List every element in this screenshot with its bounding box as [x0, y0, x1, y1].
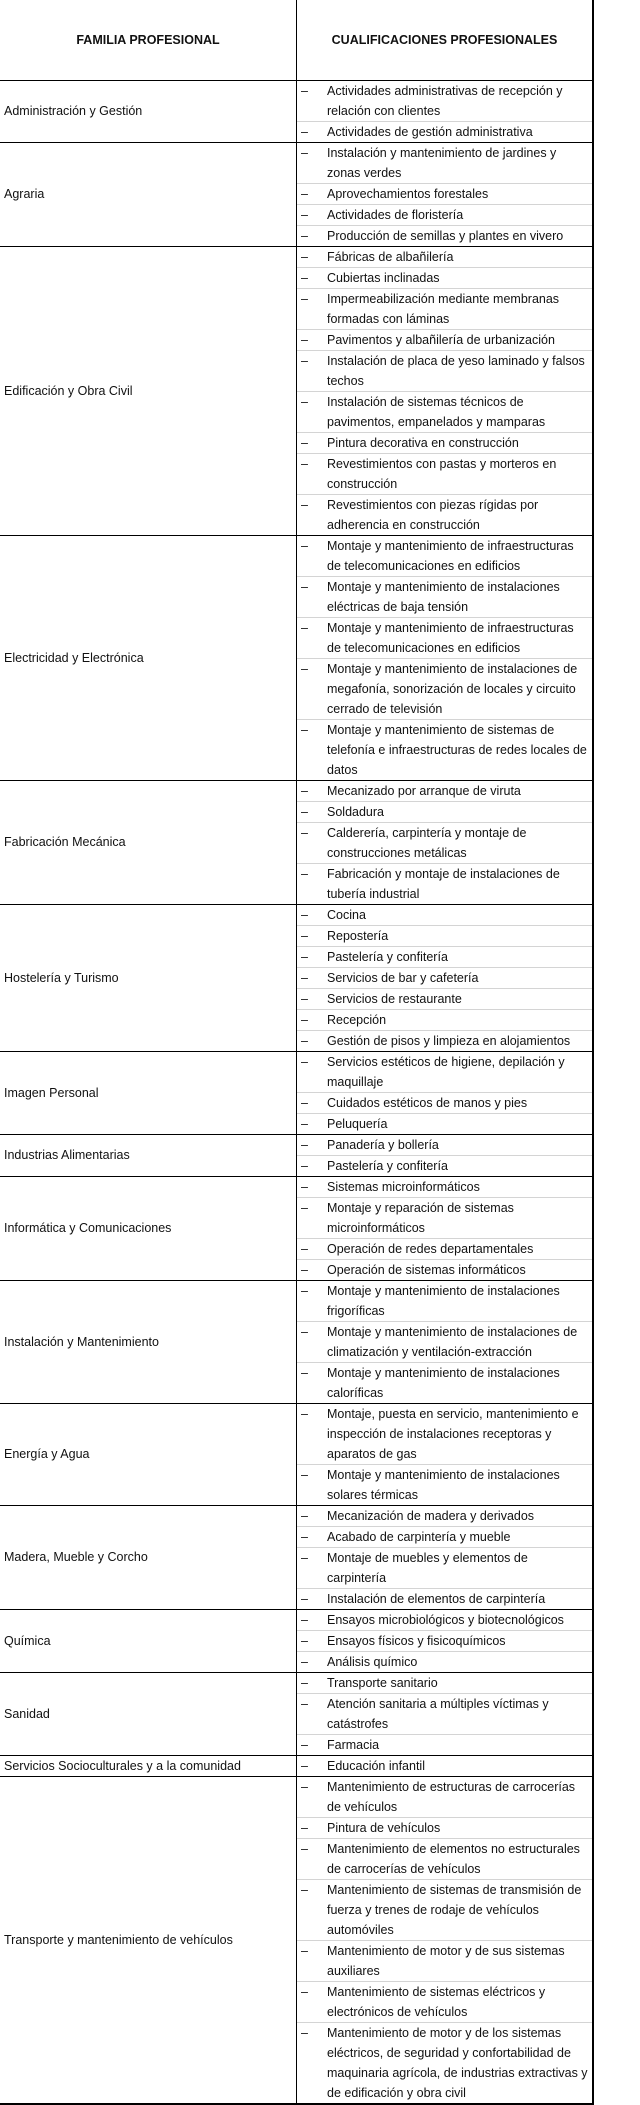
qualification-text: Actividades administrativas de recepción y relación con clientes — [327, 84, 563, 118]
dash-marker: – — [301, 539, 308, 553]
list-item — [297, 968, 592, 989]
cualificaciones-cell — [297, 143, 594, 247]
dash-marker: – — [301, 146, 308, 160]
table-header-row — [0, 0, 593, 81]
qualification-text: Montaje y mantenimiento de instalaciones frigoríficas — [327, 1284, 560, 1318]
dash-marker: – — [301, 187, 308, 201]
familia-cell: Agraria — [0, 143, 297, 247]
qualification-text: Revestimientos con piezas rígidas por adherencia en construcción — [327, 498, 539, 532]
dash-marker: – — [301, 1325, 308, 1339]
familia-cell: Instalación y Mantenimiento — [0, 1281, 297, 1404]
qualification-text: Montaje y mantenimiento de infraestructuras de telecomunicaciones en edificios — [327, 621, 574, 655]
list-item — [297, 1694, 592, 1735]
list-item — [297, 577, 592, 618]
qualification-text: Operación de sistemas informáticos — [327, 1263, 526, 1277]
list-item — [297, 392, 592, 433]
dash-marker: – — [301, 1551, 308, 1565]
table-row — [0, 1610, 593, 1673]
list-item — [297, 1239, 592, 1260]
cualificaciones-cell — [297, 247, 594, 536]
qualification-text: Operación de redes departamentales — [327, 1242, 534, 1256]
list-item — [297, 1527, 592, 1548]
cualificaciones-cell — [297, 781, 594, 905]
list-item — [297, 1114, 592, 1134]
table-row — [0, 1756, 593, 1777]
list-item — [297, 659, 592, 720]
qualification-text: Cubiertas inclinadas — [327, 271, 440, 285]
dash-marker: – — [301, 1738, 308, 1752]
familia-cell: Fabricación Mecánica — [0, 781, 297, 905]
list-item — [297, 2023, 592, 2103]
cualificaciones-cell — [297, 1052, 594, 1135]
list-item — [297, 433, 592, 454]
familia-cell: Informática y Comunicaciones — [0, 1177, 297, 1281]
list-item — [297, 1156, 592, 1176]
familia-cell: Energía y Agua — [0, 1404, 297, 1506]
qualification-text: Cocina — [327, 908, 366, 922]
list-item — [297, 823, 592, 864]
cualificaciones-cell — [297, 1281, 594, 1404]
table-row — [0, 905, 593, 1052]
list-item — [297, 268, 592, 289]
qualification-text: Pastelería y confitería — [327, 1159, 448, 1173]
list-item — [297, 802, 592, 823]
qualification-text: Análisis químico — [327, 1655, 418, 1669]
qualification-text: Montaje, puesta en servicio, mantenimiento e inspección de instalaciones receptoras y aparatos de gas — [327, 1407, 579, 1461]
dash-marker: – — [301, 1468, 308, 1482]
dash-marker: – — [301, 436, 308, 450]
cualificaciones-cell — [297, 1777, 594, 2105]
dash-marker: – — [301, 908, 308, 922]
dash-marker: – — [301, 580, 308, 594]
cualificaciones-cell — [297, 1610, 594, 1673]
qualification-text: Montaje y mantenimiento de instalaciones caloríficas — [327, 1366, 560, 1400]
list-item — [297, 781, 592, 802]
cualificaciones-cell — [297, 1135, 594, 1177]
qualification-text: Pintura decorativa en construcción — [327, 436, 519, 450]
dash-marker: – — [301, 1592, 308, 1606]
list-item — [297, 1465, 592, 1505]
list-item — [297, 1010, 592, 1031]
dash-marker: – — [301, 1242, 308, 1256]
dash-marker: – — [301, 1655, 308, 1669]
qualification-text: Gestión de pisos y limpieza en alojamientos — [327, 1034, 571, 1048]
table-row — [0, 781, 593, 905]
table-row — [0, 1052, 593, 1135]
qualification-text: Soldadura — [327, 805, 384, 819]
dash-marker: – — [301, 1055, 308, 1069]
dash-marker: – — [301, 867, 308, 881]
dash-marker: – — [301, 333, 308, 347]
list-item — [297, 1652, 592, 1672]
table-row — [0, 1777, 593, 2105]
qualification-text: Aprovechamientos forestales — [327, 187, 489, 201]
list-item — [297, 1880, 592, 1941]
qualification-text: Ensayos físicos y fisicoquímicos — [327, 1634, 506, 1648]
dash-marker: – — [301, 662, 308, 676]
dash-marker: – — [301, 1944, 308, 1958]
qualification-text: Cuidados estéticos de manos y pies — [327, 1096, 528, 1110]
dash-marker: – — [301, 1697, 308, 1711]
dash-marker: – — [301, 229, 308, 243]
dash-marker: – — [301, 1842, 308, 1856]
table-row — [0, 81, 593, 143]
dash-marker: – — [301, 1117, 308, 1131]
list-item — [297, 1260, 592, 1280]
familia-cell: Transporte y mantenimiento de vehículos — [0, 1777, 297, 2105]
list-item — [297, 1198, 592, 1239]
qualification-text: Revestimientos con pastas y morteros en construcción — [327, 457, 557, 491]
cualificaciones-cell — [297, 81, 594, 143]
qualification-text: Educación infantil — [327, 1759, 425, 1773]
list-item — [297, 1982, 592, 2023]
dash-marker: – — [301, 929, 308, 943]
dash-marker: – — [301, 1013, 308, 1027]
qualification-text: Montaje y mantenimiento de infraestructuras de telecomunicaciones en edificios — [327, 539, 574, 573]
dash-marker: – — [301, 208, 308, 222]
dash-marker: – — [301, 1180, 308, 1194]
qualification-text: Servicios estéticos de higiene, depilación y maquillaje — [327, 1055, 565, 1089]
qualification-text: Mantenimiento de motor y de sus sistemas auxiliares — [327, 1944, 565, 1978]
qualification-text: Instalación de sistemas técnicos de pavimentos, empanelados y mamparas — [327, 395, 546, 429]
dash-marker: – — [301, 1759, 308, 1773]
cualificaciones-cell — [297, 905, 594, 1052]
cualificaciones-cell — [297, 1673, 594, 1756]
dash-marker: – — [301, 84, 308, 98]
familia-cell: Sanidad — [0, 1673, 297, 1756]
qualification-text: Mantenimiento de motor y de los sistemas eléctricos, de seguridad y confortabilidad de maquinaria agrícola, de industrias extractivas y de edificación y obra civil — [327, 2026, 588, 2100]
qualification-text: Actividades de gestión administrativa — [327, 125, 533, 139]
dash-marker: – — [301, 805, 308, 819]
qualification-text: Servicios de restaurante — [327, 992, 462, 1006]
dash-marker: – — [301, 1201, 308, 1215]
dash-marker: – — [301, 1613, 308, 1627]
list-item — [297, 454, 592, 495]
list-item — [297, 926, 592, 947]
header-cualificaciones: CUALIFICACIONES PROFESIONALES — [297, 0, 594, 81]
table-row — [0, 143, 593, 247]
qualification-text: Repostería — [327, 929, 389, 943]
dash-marker: – — [301, 1780, 308, 1794]
qualification-text: Mantenimiento de sistemas eléctricos y electrónicos de vehículos — [327, 1985, 546, 2019]
dash-marker: – — [301, 1284, 308, 1298]
list-item — [297, 1735, 592, 1755]
dash-marker: – — [301, 1366, 308, 1380]
qualification-text: Servicios de bar y cafetería — [327, 971, 479, 985]
dash-marker: – — [301, 1407, 308, 1421]
qualification-text: Fabricación y montaje de instalaciones de tubería industrial — [327, 867, 560, 901]
list-item — [297, 122, 592, 142]
familia-cell: Madera, Mueble y Corcho — [0, 1506, 297, 1610]
dash-marker: – — [301, 723, 308, 737]
qualification-text: Montaje y mantenimiento de instalaciones de megafonía, sonorización de locales y circuito cerrado de televisión — [327, 662, 578, 716]
dash-marker: – — [301, 271, 308, 285]
qualification-text: Mantenimiento de estructuras de carrocerías de vehículos — [327, 1780, 576, 1814]
qualification-text: Mantenimiento de sistemas de transmisión de fuerza y trenes de rodaje de vehículos automóviles — [327, 1883, 582, 1937]
qualification-text: Acabado de carpintería y mueble — [327, 1530, 511, 1544]
dash-marker: – — [301, 250, 308, 264]
dash-marker: – — [301, 1821, 308, 1835]
dash-marker: – — [301, 950, 308, 964]
list-item — [297, 720, 592, 780]
list-item — [297, 618, 592, 659]
qualification-text: Transporte sanitario — [327, 1676, 438, 1690]
familia-cell: Servicios Socioculturales y a la comunidad — [0, 1756, 297, 1777]
dash-marker: – — [301, 2026, 308, 2040]
list-item — [297, 1135, 592, 1156]
familia-cell: Industrias Alimentarias — [0, 1135, 297, 1177]
familia-cell: Química — [0, 1610, 297, 1673]
qualification-text: Actividades de floristería — [327, 208, 464, 222]
qualification-text: Montaje de muebles y elementos de carpintería — [327, 1551, 528, 1585]
dash-marker: – — [301, 1263, 308, 1277]
cualificaciones-cell — [297, 1756, 594, 1777]
dash-marker: – — [301, 1138, 308, 1152]
dash-marker: – — [301, 1883, 308, 1897]
qualification-text: Pintura de vehículos — [327, 1821, 441, 1835]
list-item — [297, 1281, 592, 1322]
list-item — [297, 864, 592, 904]
list-item — [297, 1839, 592, 1880]
list-item — [297, 989, 592, 1010]
dash-marker: – — [301, 1676, 308, 1690]
list-item — [297, 205, 592, 226]
list-item — [297, 184, 592, 205]
dash-marker: – — [301, 1159, 308, 1173]
dash-marker: – — [301, 826, 308, 840]
qualification-text: Farmacia — [327, 1738, 380, 1752]
qualification-text: Ensayos microbiológicos y biotecnológicos — [327, 1613, 564, 1627]
list-item — [297, 1941, 592, 1982]
dash-marker: – — [301, 457, 308, 471]
dash-marker: – — [301, 395, 308, 409]
table-row — [0, 536, 593, 781]
list-item — [297, 1631, 592, 1652]
familia-cell: Electricidad y Electrónica — [0, 536, 297, 781]
list-item — [297, 330, 592, 351]
dash-marker: – — [301, 1634, 308, 1648]
list-item — [297, 1589, 592, 1609]
list-item — [297, 1777, 592, 1818]
familia-cell: Edificación y Obra Civil — [0, 247, 297, 536]
list-item — [297, 1818, 592, 1839]
list-item — [297, 1610, 592, 1631]
familia-cell: Hostelería y Turismo — [0, 905, 297, 1052]
list-item — [297, 1404, 592, 1465]
qualification-text: Montaje y reparación de sistemas microinformáticos — [327, 1201, 514, 1235]
qualification-text: Calderería, carpintería y montaje de construcciones metálicas — [327, 826, 527, 860]
table-row — [0, 1404, 593, 1506]
cualificaciones-cell — [297, 1404, 594, 1506]
qualification-text: Peluquería — [327, 1117, 388, 1131]
list-item — [297, 1322, 592, 1363]
qualification-text: Mantenimiento de elementos no estructurales de carrocerías de vehículos — [327, 1842, 580, 1876]
cualificaciones-cell — [297, 536, 594, 781]
table-row — [0, 1135, 593, 1177]
list-item — [297, 947, 592, 968]
table-row — [0, 1177, 593, 1281]
qualification-text: Impermeabilización mediante membranas formadas con láminas — [327, 292, 560, 326]
table-row — [0, 1506, 593, 1610]
dash-marker: – — [301, 354, 308, 368]
qualification-text: Instalación de placa de yeso laminado y falsos techos — [327, 354, 585, 388]
qualification-text: Atención sanitaria a múltiples víctimas y catástrofes — [327, 1697, 549, 1731]
qualification-text: Pavimentos y albañilería de urbanización — [327, 333, 555, 347]
header-familia: FAMILIA PROFESIONAL — [0, 0, 297, 81]
qualification-text: Recepción — [327, 1013, 387, 1027]
dash-marker: – — [301, 498, 308, 512]
dash-marker: – — [301, 1530, 308, 1544]
qualification-text: Instalación y mantenimiento de jardines y zonas verdes — [327, 146, 557, 180]
qualification-text: Instalación de elementos de carpintería — [327, 1592, 546, 1606]
list-item — [297, 247, 592, 268]
dash-marker: – — [301, 125, 308, 139]
dash-marker: – — [301, 971, 308, 985]
list-item — [297, 1052, 592, 1093]
familia-cell: Administración y Gestión — [0, 81, 297, 143]
dash-marker: – — [301, 992, 308, 1006]
list-item — [297, 351, 592, 392]
list-item — [297, 1031, 592, 1051]
table-row — [0, 1281, 593, 1404]
qualification-text: Pastelería y confitería — [327, 950, 448, 964]
list-item — [297, 495, 592, 535]
dash-marker: – — [301, 1985, 308, 1999]
list-item — [297, 1548, 592, 1589]
table-row — [0, 247, 593, 536]
dash-marker: – — [301, 1509, 308, 1523]
table-body — [0, 81, 593, 2105]
dash-marker: – — [301, 621, 308, 635]
dash-marker: – — [301, 292, 308, 306]
cualificaciones-cell — [297, 1177, 594, 1281]
qualification-text: Sistemas microinformáticos — [327, 1180, 480, 1194]
list-item — [297, 905, 592, 926]
list-item — [297, 1506, 592, 1527]
dash-marker: – — [301, 1034, 308, 1048]
list-item — [297, 226, 592, 246]
list-item — [297, 1177, 592, 1198]
qualification-text: Panadería y bollería — [327, 1138, 439, 1152]
cualificaciones-cell — [297, 1506, 594, 1610]
qualification-text: Montaje y mantenimiento de instalaciones solares térmicas — [327, 1468, 560, 1502]
list-item — [297, 536, 592, 577]
qualification-text: Fábricas de albañilería — [327, 250, 454, 264]
qualification-text: Producción de semillas y plantes en vivero — [327, 229, 564, 243]
dash-marker: – — [301, 1096, 308, 1110]
qualification-text: Mecanizado por arranque de viruta — [327, 784, 521, 798]
list-item — [297, 289, 592, 330]
list-item — [297, 81, 592, 122]
list-item — [297, 1363, 592, 1403]
familia-cell: Imagen Personal — [0, 1052, 297, 1135]
list-item — [297, 143, 592, 184]
table-row — [0, 1673, 593, 1756]
list-item — [297, 1093, 592, 1114]
list-item — [297, 1756, 592, 1776]
qualification-text: Montaje y mantenimiento de instalaciones de climatización y ventilación-extracción — [327, 1325, 578, 1359]
dash-marker: – — [301, 784, 308, 798]
qualification-text: Montaje y mantenimiento de instalaciones eléctricas de baja tensión — [327, 580, 560, 614]
qualification-text: Montaje y mantenimiento de sistemas de telefonía e infraestructuras de redes locales de datos — [327, 723, 587, 777]
qualification-text: Mecanización de madera y derivados — [327, 1509, 535, 1523]
